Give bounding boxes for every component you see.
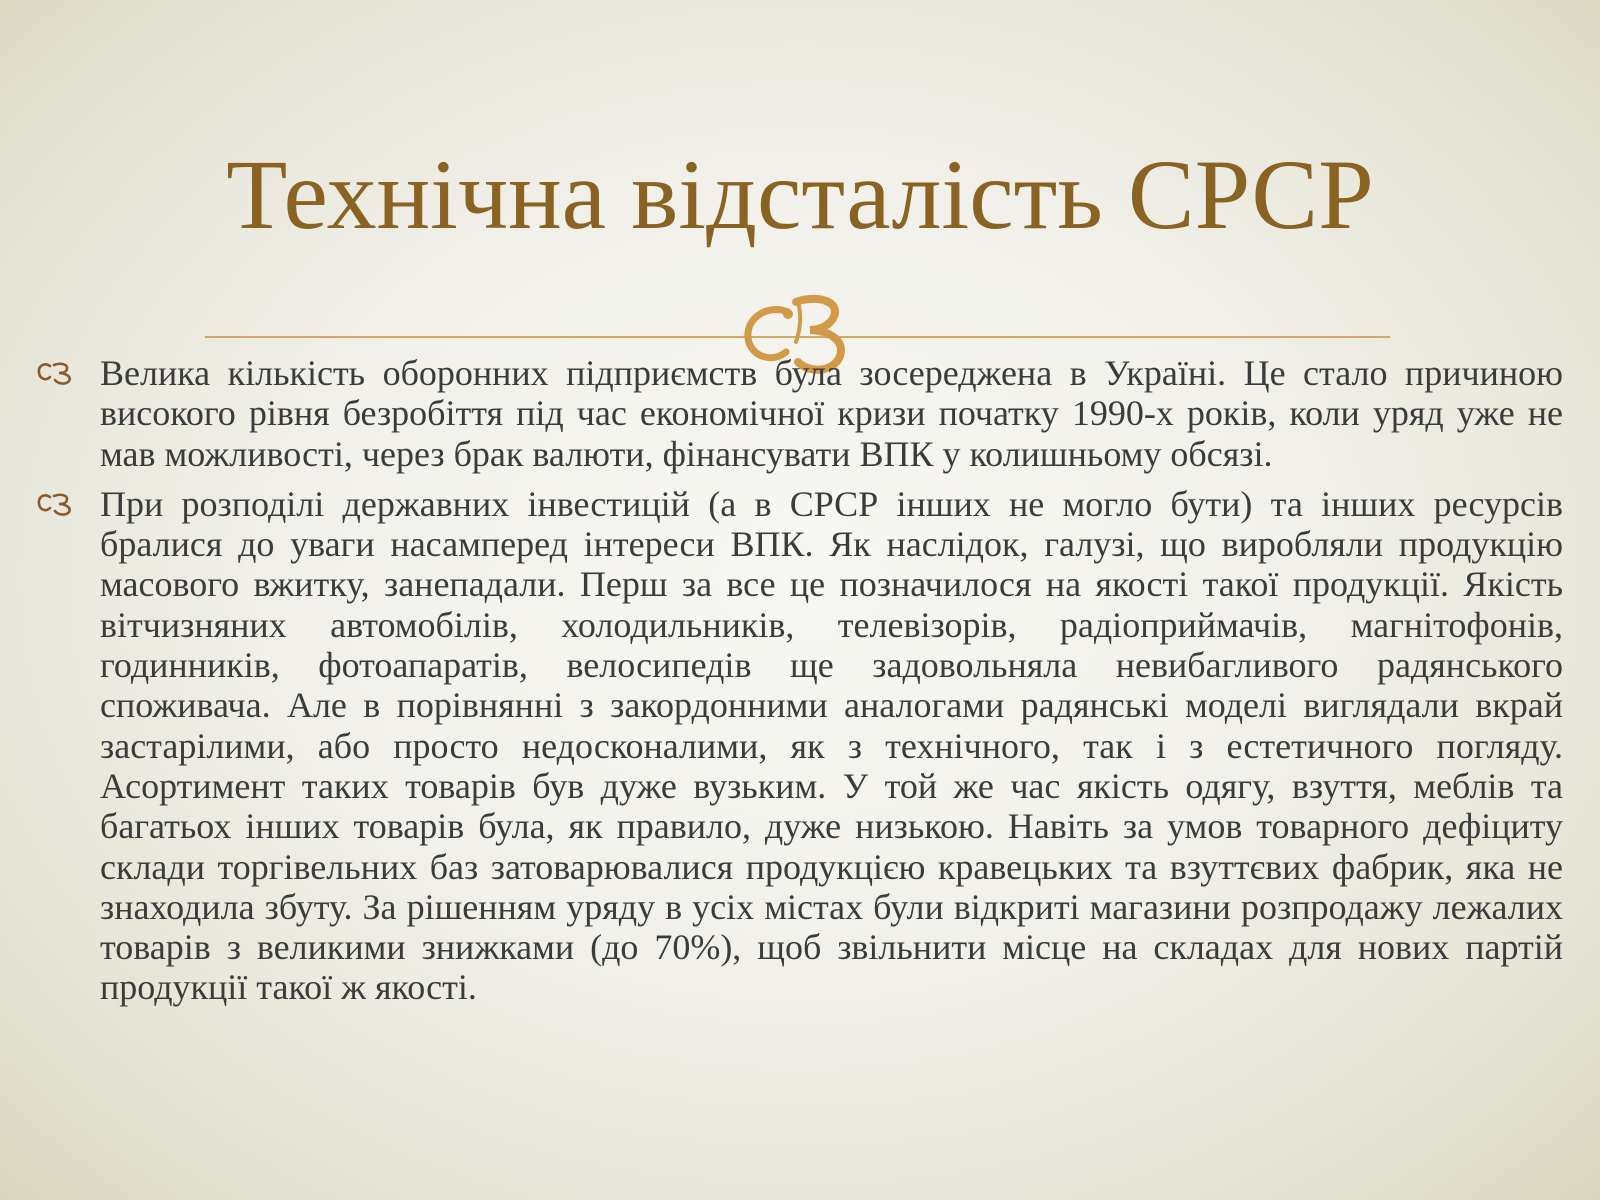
list-item [0, 484, 1600, 1008]
bullet-list [0, 353, 1600, 1018]
bullet-text: Велика кількість оборонних підприємств була зосереджена в Україні. Це стало причиною високого рівня безробіття під час економічної кризи початку 1990-х років, коли уряд уже не мав можливості, через брак валюти, фінансувати ВПК у колишньому обсязі. [100, 353, 1563, 474]
scroll-flourish-icon [36, 491, 76, 517]
scroll-flourish-icon [36, 360, 76, 386]
bullet-text: При розподілі державних інвестицій (а в СРСР інших не могло бути) та інших ресурсів бралися до уваги насамперед інтереси ВПК. Як наслідок, галузі, що виробляли продукцію масового вжитку, занепадали. Перш за все це позначилося на якості такої продукції. Якість вітчизняних автомобілів, холодильників, телевізорів, радіоприймачів, магнітофонів, годинників, фотоапаратів, велосипедів ще задовольняла невибагливого радянського споживача. Але в порівнянні з закордонними аналогами радянські моделі виглядали вкрай застарілими, або просто недосконалими, як з технічного, так і з естетичного погляду. Асортимент таких товарів був дуже вузьким. У той же час якість одягу, взуття, меблів та багатьох інших товарів була, як правило, дуже низькою. Навіть за умов товарного дефіциту склади торгівельних баз затоварювалися продукцією кравецьких та взуттєвих фабрик, яка не знаходила збуту. За рішенням уряду в усіх містах були відкриті магазини розпродажу лежалих товарів з великими знижками (до 70%), щоб звільнити місце на складах для нових партій продукції такої ж якості. [100, 483, 1563, 1008]
slide-title: Технічна відсталість СРСР [226, 139, 1374, 250]
list-item [0, 353, 1600, 474]
